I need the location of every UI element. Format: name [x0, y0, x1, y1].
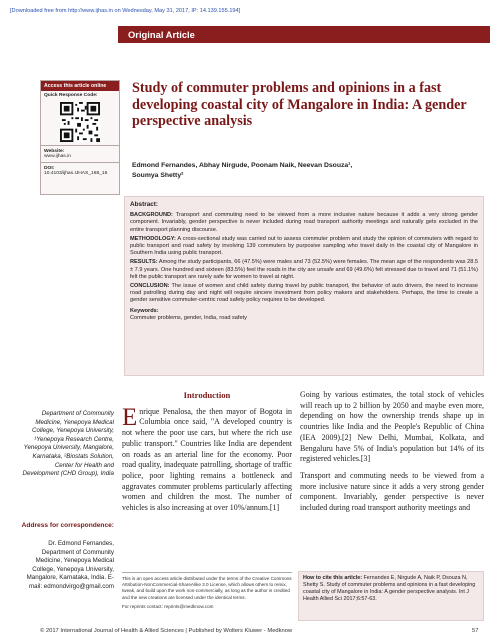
access-box-heading: Access this article online [41, 81, 119, 91]
introduction-heading: Introduction [183, 390, 231, 400]
citation-box [298, 571, 484, 621]
body-paragraph-1: Going by various estimates, the total stock of vehicles will reach up to 2 billion by 2050 and maybe even more, depending on how the ownership trends shape up in countries like India and the People's Republic of China (IEA 2009).[2] New Delhi, Mumbai, Kolkata, and Bengaluru have 5% of India's population but 14% of its registered vehicles.[3] [300, 390, 484, 464]
qr-code-label: Quick Response Code: [44, 93, 98, 98]
correspondence-text: Dr. Edmond Fernandes, Department of Community Medicine, Yenepoya Medical College, Yenepoya University, Mangalore, Karnataka, India. E-mail: edmondvirgo@gmail.com [26, 540, 114, 590]
methodology-label: METHODOLOGY: [130, 235, 176, 242]
article-title: Study of commuter problems and opinions in a fast developing coastal city of Mangalore in India: A gender perspective analysis [132, 80, 467, 130]
abstract-box [124, 196, 484, 376]
citation-label: How to cite this article: [303, 575, 363, 581]
body-paragraph-2: Transport and commuting needs to be viewed from a more inclusive nature since it adds a very strong gender component. Invariably, gender perspective is never included during road transport authority meetings and [300, 470, 484, 513]
download-banner: [Downloaded free from http://www.ijhas.in on Wednesday, May 31, 2017, IP: 14.139.155.194] [10, 8, 241, 14]
introduction-paragraph [122, 403, 292, 514]
correspondence-heading: Address for correspondence: [21, 522, 114, 529]
page-footer: © 2017 International Journal of Health & Allied Sciences | Published by Wolters Kluwer - Medknow [40, 628, 293, 634]
right-text-column [300, 390, 484, 514]
affiliations: Department of Community Medicine, Yenepoya Medical College, Yenepoya University, ¹Yenepoya Research Centre, Yenepoya University, Mangalore, Karnataka, ²Biostats Solution, Center for Health and Development (CHD Group), India [22, 410, 114, 478]
author-line-1: Edmond Fernandes, Abhay Nirgude, Poonam Naik, Neevan Dsouza¹, [132, 162, 353, 169]
section-label [118, 26, 490, 43]
abstract-background [130, 212, 478, 234]
website-label: Website: [44, 149, 65, 154]
drop-cap: E [122, 403, 138, 431]
conclusion-label: CONCLUSION: [130, 283, 170, 290]
page-number: 57 [472, 628, 479, 634]
doi-value[interactable]: 10.4103/ijhas.IJHAS_168_16 [44, 171, 108, 176]
author-line-2: Soumya Shetty² [132, 172, 184, 179]
website-link[interactable]: www.ijhas.in [44, 154, 71, 159]
abstract-results [130, 259, 478, 281]
background-text: Transport and commuting need to be viewed from a more inclusive nature because it adds a very strong gender component. Invariably, gender perspective is never included during road transport authority meetings and naturally gets excluded in the entire transport planning discourse. [130, 212, 479, 233]
results-text: Among the study participants, 66 (47.5%) were males and 73 (52.5%) were females. The mean age of the respondents was 28.5 ± 7.9 years. One hundred and sixteen (83.5%) feel the roads in the city are unsafe and 69 (49.6%) felt stressed due to travel and 71 (51.1%) felt the public transport are rarely safe for women to travel at night. [130, 259, 478, 280]
abstract-conclusion [130, 283, 478, 305]
access-online-box [40, 80, 120, 195]
section-label-text: Original Article [128, 29, 195, 40]
background-label: BACKGROUND: [130, 212, 173, 219]
methodology-text: A cross-sectional study was carried out to assess commuter problem and study the opinion of commuters with regard to public transport and road safety by involving 139 commuters by purposive sampling who travel daily in the coastal city of Mangalore in Southern India using public transport. [130, 235, 479, 257]
reprints-contact: For reprints contact: reprints@medknow.com [122, 603, 214, 609]
doi-label: DOI: [44, 166, 55, 171]
abstract-methodology [130, 236, 478, 258]
keywords-heading: Keywords: [130, 307, 159, 314]
abstract-heading: Abstract: [130, 201, 159, 208]
results-label: RESULTS: [130, 259, 158, 266]
license-text: This is an open access article distributed under the terms of the Creative Commons Attribution-NonCommercial-ShareAlike 3.0 License, which allows others to remix, tweak, and build upon the work non-commercially, as long as the author is credited and the new creations are licensed under the identical terms. [122, 576, 292, 600]
introduction-column [122, 390, 292, 514]
author-list [132, 161, 462, 181]
license-note [122, 572, 292, 610]
qr-code-icon[interactable] [60, 102, 100, 142]
keywords-text: Commuter problems, gender, India, road safety [130, 314, 247, 321]
conclusion-text: The issue of women and child safety during travel by public transport, the behavior of auto drivers, the need to increase road patrolling during day and night will require sincere investment from policy makers and stakeholders. Perhaps, the time to create a gender sensitive commuter-centric road safety policy requires to be developed. [130, 283, 478, 304]
citation-text: Fernandes E, Nirgude A, Naik P, Dsouza N, Shetty S. Study of commuter problems and opinions in a fast developing coastal city of Mangalore in India: A gender perspective analysis. Int J Health Allied Sci 2017;6:57-63. [303, 575, 476, 602]
introduction-text: nrique Penalosa, the then mayor of Bogota in Columbia once said, "A developed country is not where the poor use cars, but where the rich use public transport." Countries like India are dependent on roads as an arterial line for the economy. Poor road quality, inadequate patrolling, shortage of traffic police, poor lighting remains a bottleneck and aggravates commuter problems particularly affecting women and children the most. The number of vehicles is also increasing at over 10%/annum.[1] [122, 406, 292, 513]
